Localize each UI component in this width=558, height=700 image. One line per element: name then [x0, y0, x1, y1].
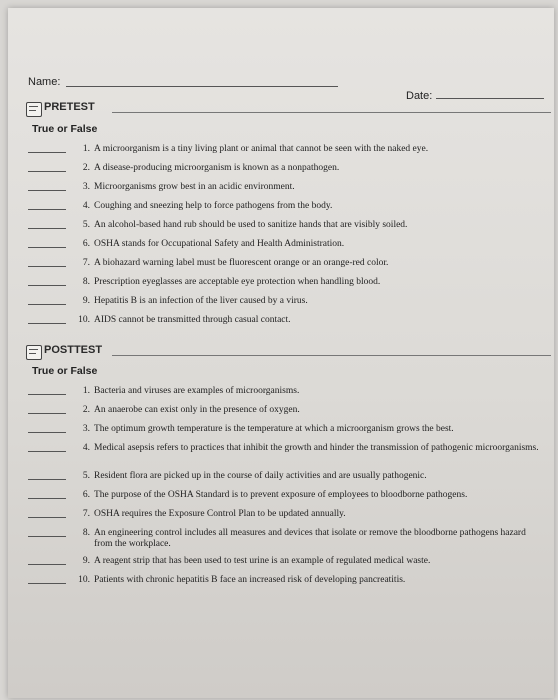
- question-number: 9.: [82, 296, 90, 306]
- question-item: [28, 258, 548, 277]
- question-text: OSHA requires the Exposure Control Plan to be updated annually.: [94, 509, 346, 519]
- question-item: [28, 424, 548, 443]
- answer-blank[interactable]: [28, 394, 66, 395]
- question-number: 5.: [82, 471, 90, 481]
- question-number: 5.: [82, 220, 90, 230]
- question-item: [28, 405, 548, 424]
- answer-blank[interactable]: [28, 536, 66, 537]
- test-icon: [26, 102, 42, 117]
- question-item: [28, 201, 548, 220]
- answer-blank[interactable]: [28, 209, 66, 210]
- question-item: [28, 182, 548, 201]
- pretest-title: PRETEST: [44, 101, 95, 113]
- date-blank-line[interactable]: [436, 98, 544, 99]
- question-text: AIDS cannot be transmitted through casual contact.: [94, 315, 291, 325]
- question-text: The purpose of the OSHA Standard is to prevent exposure of employees to bloodborne pathogens.: [94, 490, 468, 500]
- posttest-question-list: [28, 386, 548, 594]
- answer-blank[interactable]: [28, 413, 66, 414]
- answer-blank[interactable]: [28, 498, 66, 499]
- question-item: [28, 509, 548, 528]
- question-item: [28, 296, 548, 315]
- name-label: Name:: [28, 76, 61, 88]
- question-number: 3.: [82, 424, 90, 434]
- question-item: [28, 220, 548, 239]
- question-item: [28, 490, 548, 509]
- question-text: Resident flora are picked up in the course of daily activities and are usually pathogenic.: [94, 471, 427, 481]
- question-item: [28, 443, 548, 471]
- question-number: 3.: [82, 182, 90, 192]
- question-text: A biohazard warning label must be fluorescent orange or an orange-red color.: [94, 258, 389, 268]
- question-number: 8.: [82, 277, 90, 287]
- question-item: [28, 239, 548, 258]
- question-item: [28, 277, 548, 296]
- answer-blank[interactable]: [28, 432, 66, 433]
- question-number: 10.: [78, 315, 90, 325]
- name-field-row: [28, 72, 348, 92]
- question-text: A microorganism is a tiny living plant or animal that cannot be seen with the naked eye.: [94, 144, 429, 154]
- question-text: An anaerobe can exist only in the presence of oxygen.: [94, 405, 300, 415]
- question-item: [28, 556, 548, 575]
- question-item: [28, 163, 548, 182]
- question-number: 7.: [82, 258, 90, 268]
- question-number: 1.: [82, 386, 90, 396]
- answer-blank[interactable]: [28, 171, 66, 172]
- question-text: An engineering control includes all measures and devices that isolate or remove the bloodborne pathogens hazard from the workplace.: [94, 528, 526, 549]
- answer-blank[interactable]: [28, 285, 66, 286]
- question-number: 8.: [82, 528, 90, 538]
- pretest-question-list: [28, 144, 548, 334]
- answer-blank[interactable]: [28, 564, 66, 565]
- answer-blank[interactable]: [28, 479, 66, 480]
- question-text: Patients with chronic hepatitis B face an increased risk of developing pancreatitis.: [94, 575, 406, 585]
- question-number: 4.: [82, 443, 90, 453]
- question-number: 6.: [82, 490, 90, 500]
- question-number: 9.: [82, 556, 90, 566]
- question-text: A disease-producing microorganism is known as a nonpathogen.: [94, 163, 340, 173]
- question-number: 4.: [82, 201, 90, 211]
- question-item: [28, 315, 548, 334]
- question-text: A reagent strip that has been used to test urine is an example of regulated medical waste.: [94, 556, 431, 566]
- question-text: The optimum growth temperature is the temperature at which a microorganism grows the best.: [94, 424, 454, 434]
- answer-blank[interactable]: [28, 323, 66, 324]
- question-item: [28, 144, 548, 163]
- question-text: Coughing and sneezing help to force pathogens from the body.: [94, 201, 333, 211]
- question-number: 1.: [82, 144, 90, 154]
- answer-blank[interactable]: [28, 266, 66, 267]
- question-number: 2.: [82, 163, 90, 173]
- posttest-title: POSTTEST: [44, 344, 103, 356]
- pretest-header: [26, 100, 551, 120]
- question-item: [28, 471, 548, 490]
- pretest-subtitle: True or False: [32, 123, 98, 135]
- question-text: Hepatitis B is an infection of the liver caused by a virus.: [94, 296, 308, 306]
- worksheet-page: [8, 8, 554, 698]
- question-number: 2.: [82, 405, 90, 415]
- answer-blank[interactable]: [28, 451, 66, 452]
- name-blank-line[interactable]: [66, 86, 338, 87]
- answer-blank[interactable]: [28, 190, 66, 191]
- question-text: Medical asepsis refers to practices that inhibit the growth and hinder the transmission of pathogenic microorganisms.: [94, 443, 539, 453]
- question-text: OSHA stands for Occupational Safety and Health Administration.: [94, 239, 345, 249]
- question-item: [28, 386, 548, 405]
- question-item: [28, 575, 548, 594]
- question-item: [28, 528, 548, 556]
- test-icon: [26, 345, 42, 360]
- question-text: Microorganisms grow best in an acidic environment.: [94, 182, 295, 192]
- posttest-subtitle: True or False: [32, 365, 98, 377]
- answer-blank[interactable]: [28, 247, 66, 248]
- answer-blank[interactable]: [28, 517, 66, 518]
- answer-blank[interactable]: [28, 583, 66, 584]
- question-number: 6.: [82, 239, 90, 249]
- question-number: 7.: [82, 509, 90, 519]
- question-text: Bacteria and viruses are examples of microorganisms.: [94, 386, 300, 396]
- question-text: An alcohol-based hand rub should be used to sanitize hands that are visibly soiled.: [94, 220, 408, 230]
- date-label: Date:: [406, 90, 433, 102]
- answer-blank[interactable]: [28, 152, 66, 153]
- question-number: 10.: [78, 575, 90, 585]
- section-divider: [112, 355, 551, 356]
- answer-blank[interactable]: [28, 228, 66, 229]
- answer-blank[interactable]: [28, 304, 66, 305]
- question-text: Prescription eyeglasses are acceptable eye protection when handling blood.: [94, 277, 381, 287]
- section-divider: [112, 112, 551, 113]
- posttest-header: [26, 343, 551, 363]
